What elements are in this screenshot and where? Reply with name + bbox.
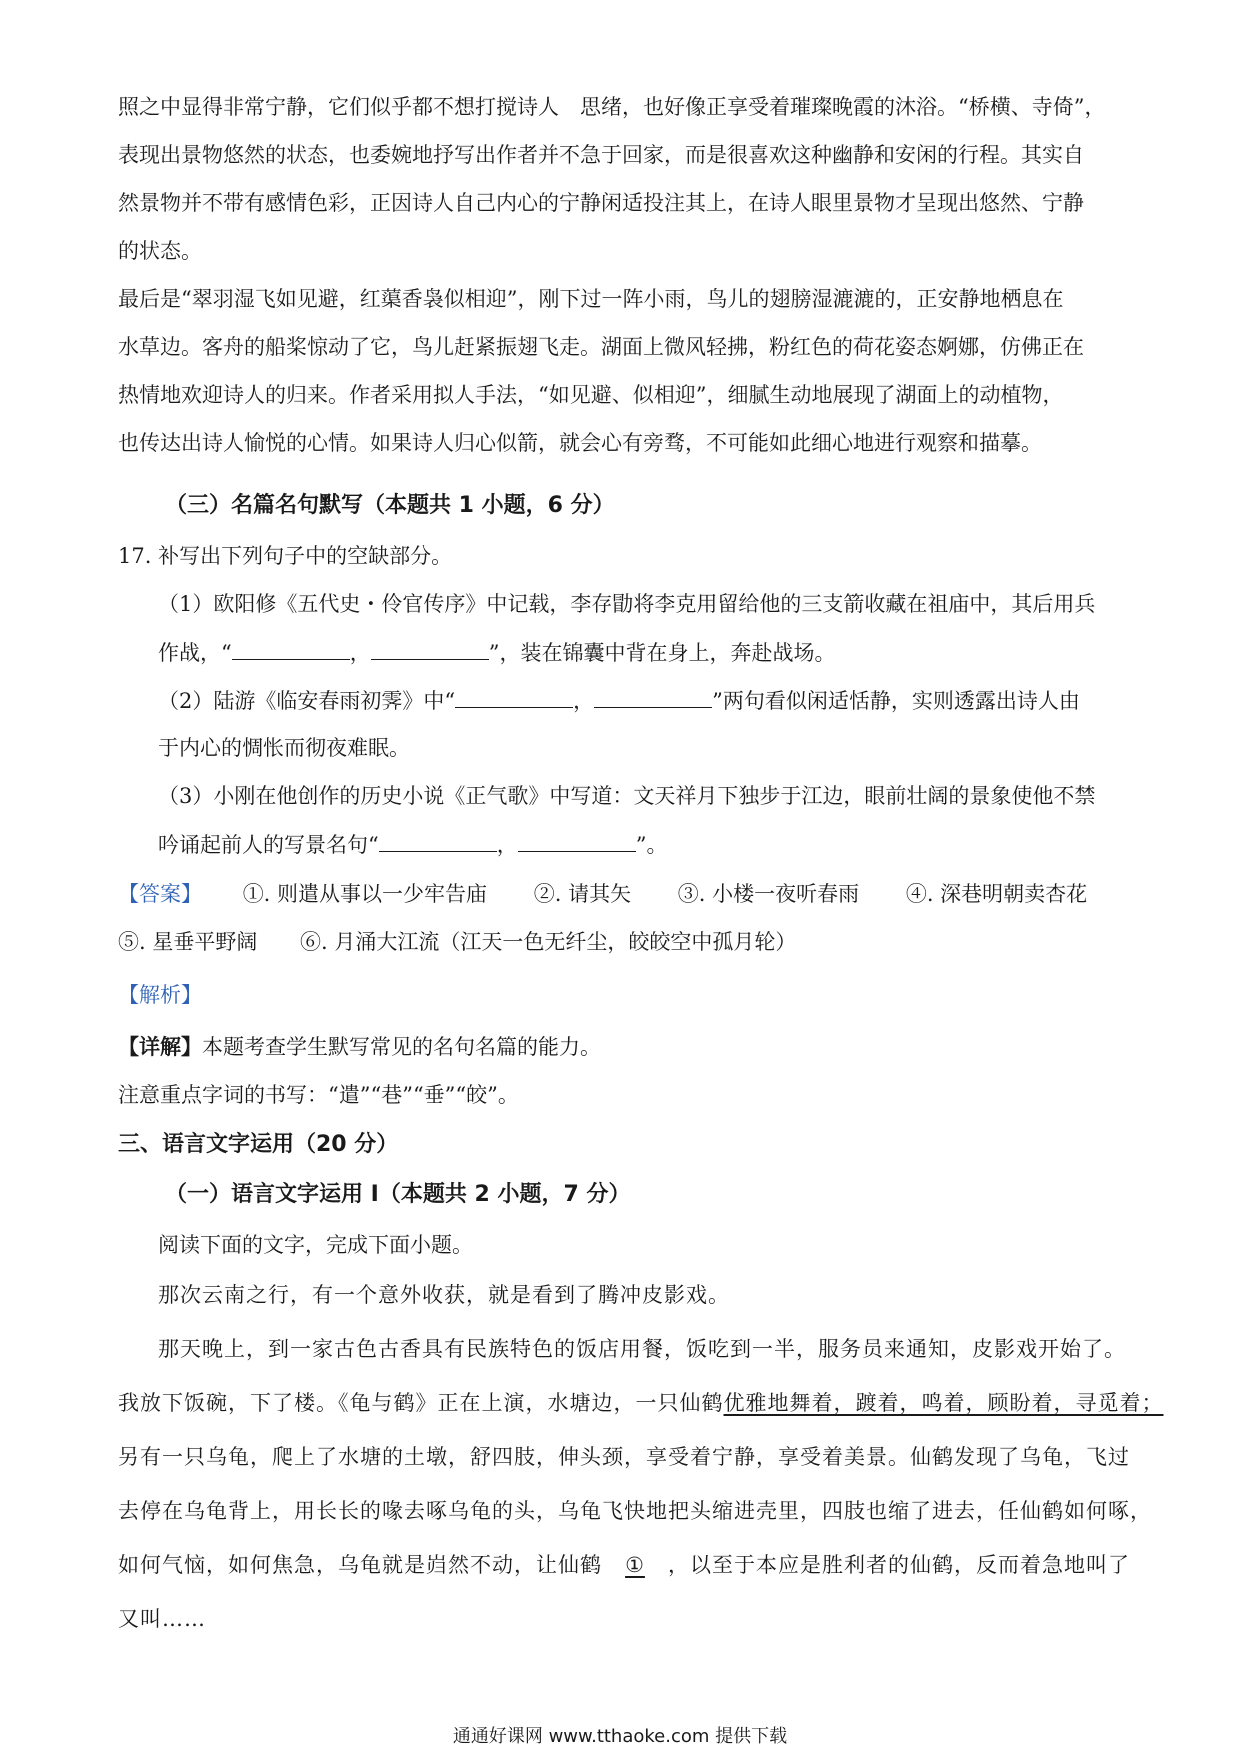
- question-part-3: （3）小刚在他创作的历史小说《正气歌》中写道：文天祥月下独步于江边，眼前壮阔的景象使他不禁: [158, 784, 1096, 808]
- answer-blank[interactable]: [455, 685, 573, 708]
- question-part-1-blanks: [158, 637, 835, 668]
- answer-item: ⑥. 月涌大江流（江天一色无纤尘，皎皎空中孤月轮）: [300, 930, 797, 954]
- analysis-tag: 【解析】: [118, 983, 202, 1007]
- text-segment: ”，装在锦囊中背在身上，奔赴战场。: [488, 641, 836, 665]
- part-heading: 三、语言文字运用（20 分）: [118, 1132, 399, 1157]
- subsection-heading: （一）语言文字运用 I（本题共 2 小题，7 分）: [165, 1182, 631, 1207]
- answer-item: ②. 请其矢: [533, 882, 632, 906]
- paragraph-line: 水草边。客舟的船桨惊动了它，鸟儿赶紧振翅飞走。湖面上微风轻拂，粉红色的荷花姿态婀娜，仿佛正在: [118, 335, 1084, 359]
- paragraph-line: 表现出景物悠然的状态，也委婉地抒写出作者并不急于回家，而是很喜欢这种幽静和安闲的行程。其实自: [118, 143, 1084, 167]
- analysis-note: 注意重点字词的书写：“遣”“巷”“垂”“皎”。: [118, 1083, 519, 1107]
- text-segment: ，以至于本应是胜利者的仙鹤，反而着急地叫了: [668, 1553, 1130, 1577]
- answer-tag: 【答案】: [118, 882, 202, 906]
- story-line: 去停在乌龟背上，用长长的喙去啄乌龟的头，乌龟飞快地把头缩进壳里，四肢也缩了进去，任仙鹤如何啄，: [118, 1499, 1152, 1523]
- answer-item: ③. 小楼一夜听春雨: [677, 882, 860, 906]
- detail-text: 本题考查学生默写常见的名句名篇的能力。: [202, 1035, 601, 1059]
- answer-blank[interactable]: [371, 637, 489, 660]
- answer-blank[interactable]: [594, 685, 712, 708]
- underlined-text: 优雅地舞着，踱着，鸣着，顾盼着，寻觅着；: [723, 1391, 1164, 1415]
- question-part-3-blanks: [158, 829, 668, 860]
- question-part-2: [158, 685, 1080, 716]
- story-line: 又叫……: [118, 1607, 206, 1631]
- text-segment: 吟诵起前人的写景名句“: [158, 833, 379, 857]
- paragraph-line: 照之中显得非常宁静，它们似乎都不想打搅诗人 思绪，也好像正享受着璀璨晚霞的沐浴。“桥横、寺倚”，: [118, 95, 1106, 119]
- detail-tag: 【详解】: [118, 1035, 202, 1059]
- paragraph-line: 热情地欢迎诗人的归来。作者采用拟人手法，“如见避、似相迎”，细腻生动地展现了湖面上的动植物，: [118, 383, 1064, 407]
- question-part-2-cont: 于内心的惆怅而彻夜难眠。: [158, 736, 410, 760]
- text-segment: ，: [349, 641, 371, 665]
- answer-item: ①. 则遣从事以一少牢告庙: [242, 882, 488, 906]
- paragraph-line: 也传达出诗人愉悦的心情。如果诗人归心似箭，就会心有旁骛，不可能如此细心地进行观察和描摹。: [118, 431, 1042, 455]
- reading-instruction: 阅读下面的文字，完成下面小题。: [158, 1233, 473, 1257]
- text-segment: ”。: [635, 833, 668, 857]
- paragraph-line: 的状态。: [118, 239, 202, 263]
- story-line: [118, 1550, 1130, 1580]
- answer-item: ④. 深巷明朝卖杏花: [905, 882, 1088, 906]
- section-heading: （三）名篇名句默写（本题共 1 小题，6 分）: [165, 493, 615, 518]
- story-line: 那天晚上，到一家古色古香具有民族特色的饭店用餐，饭吃到一半，服务员来通知，皮影戏开始了。: [158, 1337, 1126, 1361]
- paragraph-line: 然景物并不带有感情色彩，正因诗人自己内心的宁静闲适投注其上，在诗人眼里景物才呈现出悠然、宁静: [118, 191, 1084, 215]
- text-segment: 作战，“: [158, 641, 232, 665]
- text-segment: （2）陆游《临安春雨初霁》中“: [158, 689, 456, 713]
- detail-line: [118, 1032, 601, 1062]
- text-segment: ”两句看似闲适恬静，实则透露出诗人由: [712, 689, 1080, 713]
- text-segment: 我放下饭碗，下了楼。《龟与鹤》正在上演，水塘边，一只仙鹤: [118, 1391, 724, 1415]
- page-footer: 通通好课网 www.tthaoke.com 提供下载: [452, 1726, 788, 1747]
- answer-line-2: [118, 927, 796, 957]
- story-line: [118, 1388, 1164, 1418]
- text-segment: ，: [496, 833, 518, 857]
- question-stem: 17. 补写出下列句子中的空缺部分。: [118, 544, 453, 568]
- question-part-1: （1）欧阳修《五代史・伶官传序》中记载，李存勖将李克用留给他的三支箭收藏在祖庙中，其后用兵: [158, 592, 1096, 616]
- text-segment: ，: [573, 689, 595, 713]
- paragraph-line: 最后是“翠羽湿飞如见避，红蕖香袅似相迎”，刚下过一阵小雨，鸟儿的翅膀湿漉漉的，正安静地栖息在: [118, 287, 1064, 311]
- story-line: 那次云南之行，有一个意外收获，就是看到了腾冲皮影戏。: [158, 1283, 730, 1307]
- answer-blank[interactable]: [232, 637, 350, 660]
- story-line: 另有一只乌龟，爬上了水塘的土墩，舒四肢，伸头颈，享受着宁静，享受着美景。仙鹤发现了乌龟，飞过: [118, 1445, 1130, 1469]
- answer-line-1: [118, 879, 1087, 909]
- numbered-blank[interactable]: ①: [625, 1553, 645, 1577]
- answer-item: ⑤. 星垂平野阔: [118, 930, 258, 954]
- text-segment: 如何气恼，如何焦急，乌龟就是岿然不动，让仙鹤: [118, 1553, 602, 1577]
- answer-blank[interactable]: [518, 829, 636, 852]
- answer-blank[interactable]: [379, 829, 497, 852]
